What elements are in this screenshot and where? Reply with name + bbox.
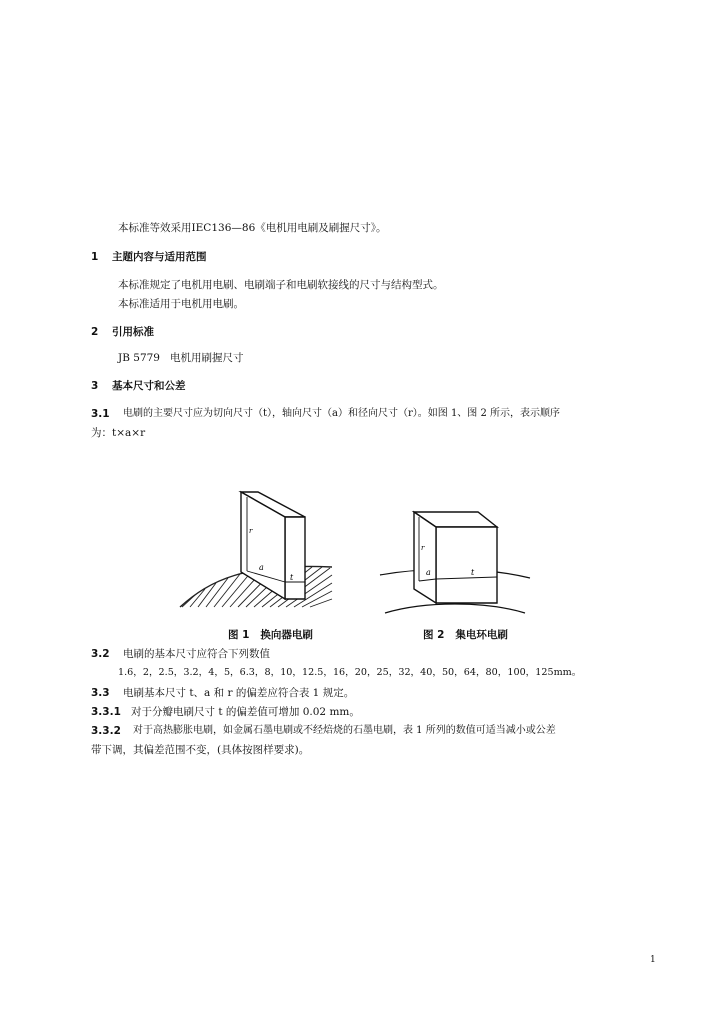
figure-2-drawing — [375, 505, 535, 617]
section-1-paragraph-2: 本标准适用于电机用电刷。 — [118, 298, 244, 310]
clause-3-3-text: 电刷基本尺寸 t、a 和 r 的偏差应符合表 1 规定。 — [123, 687, 355, 699]
section-3-title: 基本尺寸和公差 — [112, 380, 186, 392]
section-1-paragraph-1: 本标准规定了电机用电刷、电刷端子和电刷软接线的尺寸与结构型式。 — [118, 279, 444, 291]
figure-1-label-t: t — [290, 573, 294, 582]
clause-3-2-number: 3.2 — [91, 648, 110, 660]
figure-2-label-t: t — [471, 568, 475, 577]
reference-jb5779: JB 5779 电机用刷握尺寸 — [118, 352, 244, 364]
figure-2-slip-ring-brush — [375, 505, 535, 617]
clause-3-3-1-number: 3.3.1 — [91, 706, 121, 718]
section-2-title: 引用标准 — [112, 326, 154, 338]
clause-3-1-line-1: 电刷的主要尺寸应为切向尺寸（t），轴向尺寸（a）和径向尺寸（r）。如图 1、图 2 所示，表示顺序 — [123, 408, 561, 419]
figure-1-commutator-brush — [150, 485, 350, 615]
figure-2-caption: 图 2 集电环电刷 — [423, 629, 508, 641]
section-2-number: 2 — [91, 326, 99, 338]
clause-3-2-text: 电刷的基本尺寸应符合下列数值 — [123, 648, 270, 660]
figure-1-caption: 图 1 换向器电刷 — [228, 629, 313, 641]
figure-2-label-r: r — [421, 544, 425, 552]
page-number: 1 — [650, 955, 656, 965]
clause-3-3-1-text: 对于分瓣电刷尺寸 t 的偏差值可增加 0.02 mm。 — [131, 706, 360, 718]
figure-2-label-a: a — [426, 568, 431, 577]
clause-3-1-line-2: 为：t×a×r — [91, 427, 146, 439]
section-1-title: 主题内容与适用范围 — [112, 251, 207, 263]
clause-3-1-number: 3.1 — [91, 408, 110, 420]
clause-3-3-2-line-2: 带下调，其偏差范围不变，(具体按图样要求)。 — [91, 744, 310, 756]
section-1-number: 1 — [91, 251, 99, 263]
clause-3-3-number: 3.3 — [91, 687, 110, 699]
clause-3-3-2-line-1: 对于高热膨胀电刷，如金属石墨电刷或不经焙烧的石墨电刷，表 1 所列的数值可适当减小或公差 — [133, 725, 556, 736]
section-3-number: 3 — [91, 380, 99, 392]
clause-3-3-2-number: 3.3.2 — [91, 725, 121, 737]
intro-line: 本标准等效采用IEC136—86《电机用电刷及刷握尺寸》。 — [118, 222, 387, 234]
figure-1-label-a: a — [259, 563, 264, 572]
figure-1-label-r: r — [249, 527, 253, 535]
clause-3-2-values: 1.6，2，2.5，3.2，4，5，6.3，8，10，12.5，16，20，25，32，40，50，64，80，100，125mm。 — [118, 667, 582, 678]
figure-1-drawing — [150, 485, 350, 615]
